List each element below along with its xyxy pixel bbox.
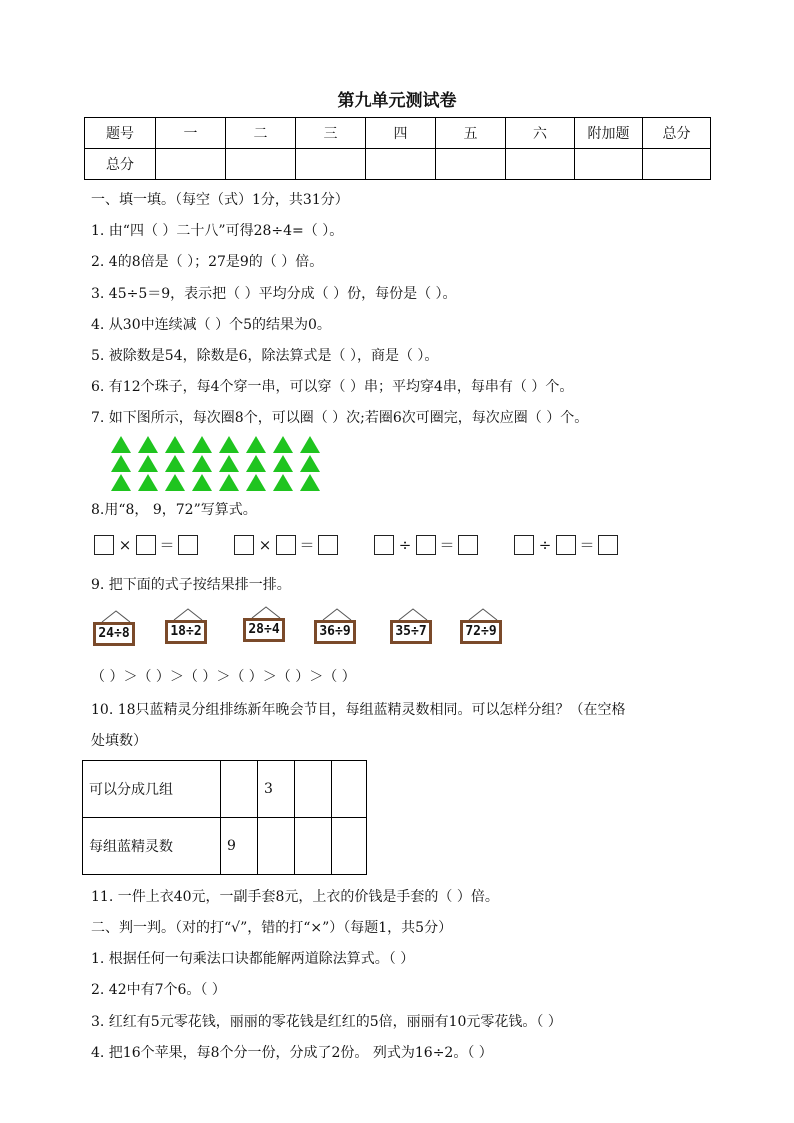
- green-triangle-icon: [138, 455, 158, 472]
- page-title: 第九单元测试卷: [337, 91, 457, 111]
- smurf-cell[interactable]: [295, 818, 332, 875]
- score-header-cell: 总分: [643, 118, 711, 149]
- green-triangle-icon: [273, 474, 293, 491]
- equation-group: [94, 534, 198, 555]
- smurf-cell[interactable]: [332, 761, 367, 818]
- score-table-header-row: [85, 118, 711, 149]
- question-1-1: 1. 由“四（ ）二十八”可得28÷4=（ ）。: [91, 223, 344, 239]
- question-1-3: 3. 45÷5＝9，表示把（ ）平均分成（ ）份，每份是（ ）。: [91, 286, 457, 302]
- expression-frame: [91, 610, 141, 650]
- green-triangle-icon: [219, 455, 239, 472]
- expression-text: 35÷7: [390, 620, 432, 644]
- smurf-cell[interactable]: [332, 818, 367, 875]
- smurf-table-row: [83, 761, 367, 818]
- score-header-cell: 二: [226, 118, 296, 149]
- green-triangle-icon: [192, 436, 212, 453]
- green-triangle-icon: [165, 436, 185, 453]
- question-2-4: 4. 把16个苹果，每8个分一份，分成了2份。 列式为16÷2。（ ）: [91, 1045, 493, 1061]
- score-cell[interactable]: [436, 149, 506, 180]
- equals-sign: ＝: [439, 536, 455, 554]
- equation-boxes: [94, 534, 654, 555]
- answer-box[interactable]: [556, 535, 576, 555]
- green-triangle-icon: [246, 474, 266, 491]
- score-row-label: 总分: [85, 149, 156, 180]
- answer-box[interactable]: [514, 535, 534, 555]
- green-triangle-icon: [111, 436, 131, 453]
- expression-frame: [312, 608, 362, 648]
- hanger-icon: [101, 610, 131, 622]
- hanger-icon: [468, 608, 498, 620]
- green-triangle-icon: [300, 436, 320, 453]
- answer-box[interactable]: [598, 535, 618, 555]
- score-cell[interactable]: [366, 149, 436, 180]
- question-1-11: 11. 一件上衣40元，一副手套8元，上衣的价钱是手套的（ ）倍。: [91, 889, 499, 905]
- score-header-cell: 一: [156, 118, 226, 149]
- score-cell[interactable]: [575, 149, 643, 180]
- green-triangle-icon: [300, 455, 320, 472]
- equals-sign: ＝: [159, 536, 175, 554]
- smurf-group-table: [82, 760, 367, 875]
- question-1-9: 9. 把下面的式子按结果排一排。: [91, 577, 291, 593]
- answer-box[interactable]: [136, 535, 156, 555]
- equation-group: [374, 534, 478, 555]
- score-header-cell: 附加题: [575, 118, 643, 149]
- triangle-row: [111, 474, 327, 493]
- green-triangle-icon: [111, 455, 131, 472]
- expression-text: 36÷9: [314, 620, 356, 644]
- score-header-cell: 题号: [85, 118, 156, 149]
- green-triangle-icon: [138, 436, 158, 453]
- triangle-row: [111, 436, 327, 455]
- score-cell[interactable]: [506, 149, 575, 180]
- score-header-cell: 三: [296, 118, 366, 149]
- answer-box[interactable]: [318, 535, 338, 555]
- question-1-8: 8.用“8， 9，72”写算式。: [91, 502, 257, 518]
- question-1-9-answer: （ ）＞（ ）＞（ ）＞（ ）＞（ ）＞（ ）: [91, 669, 356, 685]
- score-table: [84, 117, 711, 180]
- green-triangle-icon: [273, 455, 293, 472]
- score-cell[interactable]: [643, 149, 711, 180]
- score-header-cell: 四: [366, 118, 436, 149]
- section2-heading: 二、判一判。（对的打“√”，错的打“×”）（每题1，共5分）: [91, 920, 453, 936]
- smurf-cell[interactable]: 9: [221, 818, 258, 875]
- score-header-cell: 五: [436, 118, 506, 149]
- smurf-cell[interactable]: 3: [258, 761, 295, 818]
- smurf-row-label: 可以分成几组: [83, 761, 221, 818]
- question-1-7: 7. 如下图所示，每次圈8个，可以圈（ ）次;若圈6次可圈完，每次应圈（ ）个。: [91, 410, 589, 426]
- score-cell[interactable]: [226, 149, 296, 180]
- hanger-icon: [251, 606, 281, 618]
- expression-frame: [163, 608, 213, 648]
- hanger-icon: [173, 608, 203, 620]
- section1-heading: 一、填一填。（每空（式）1分，共31分）: [91, 192, 349, 208]
- question-1-4: 4. 从30中连续减（ ）个5的结果为0。: [91, 317, 331, 333]
- score-header-cell: 六: [506, 118, 575, 149]
- answer-box[interactable]: [458, 535, 478, 555]
- expression-frame: [241, 606, 291, 646]
- green-triangle-icon: [300, 474, 320, 491]
- question-1-5: 5. 被除数是54，除数是6，除法算式是（ ），商是（ ）。: [91, 348, 439, 364]
- triangle-grid: [111, 436, 327, 493]
- green-triangle-icon: [246, 455, 266, 472]
- operator: ×: [258, 535, 272, 554]
- question-1-2: 2. 4的8倍是（ ）；27是9的（ ）倍。: [91, 254, 324, 270]
- score-table-row: [85, 149, 711, 180]
- question-2-1: 1. 根据任何一句乘法口诀都能解两道除法算式。（ ）: [91, 951, 415, 967]
- answer-box[interactable]: [94, 535, 114, 555]
- hanger-icon: [322, 608, 352, 620]
- green-triangle-icon: [111, 474, 131, 491]
- green-triangle-icon: [165, 474, 185, 491]
- question-2-3: 3. 红红有5元零花钱，丽丽的零花钱是红红的5倍，丽丽有10元零花钱。（ ）: [91, 1014, 562, 1030]
- question-2-2: 2. 42中有7个6。（ ）: [91, 982, 226, 998]
- expression-text: 18÷2: [165, 620, 207, 644]
- green-triangle-icon: [219, 474, 239, 491]
- triangle-row: [111, 455, 327, 474]
- expression-text: 28÷4: [243, 618, 285, 642]
- green-triangle-icon: [192, 474, 212, 491]
- green-triangle-icon: [165, 455, 185, 472]
- question-1-10-line1: 10. 18只蓝精灵分组排练新年晚会节目，每组蓝精灵数相同。可以怎样分组？（在空格: [91, 702, 626, 718]
- answer-box[interactable]: [416, 535, 436, 555]
- expression-frame: [458, 608, 508, 648]
- green-triangle-icon: [246, 436, 266, 453]
- answer-box[interactable]: [276, 535, 296, 555]
- smurf-row-label: 每组蓝精灵数: [83, 818, 221, 875]
- answer-box[interactable]: [178, 535, 198, 555]
- operator: ÷: [538, 535, 552, 554]
- score-cell[interactable]: [296, 149, 366, 180]
- answer-box[interactable]: [374, 535, 394, 555]
- operator: ÷: [398, 535, 412, 554]
- question-1-6: 6. 有12个珠子，每4个穿一串，可以穿（ ）串；平均穿4串，每串有（ ）个。: [91, 379, 574, 395]
- expression-text: 24÷8: [93, 622, 135, 646]
- smurf-cell[interactable]: [221, 761, 258, 818]
- equals-sign: ＝: [299, 536, 315, 554]
- hanger-icon: [398, 608, 428, 620]
- green-triangle-icon: [192, 455, 212, 472]
- score-cell[interactable]: [156, 149, 226, 180]
- answer-box[interactable]: [234, 535, 254, 555]
- green-triangle-icon: [273, 436, 293, 453]
- equals-sign: ＝: [579, 536, 595, 554]
- equation-group: [234, 534, 338, 555]
- expression-text: 72÷9: [460, 620, 502, 644]
- green-triangle-icon: [138, 474, 158, 491]
- smurf-cell[interactable]: [258, 818, 295, 875]
- smurf-cell[interactable]: [295, 761, 332, 818]
- question-1-10-line2: 处填数）: [91, 733, 147, 749]
- operator: ×: [118, 535, 132, 554]
- equation-group: [514, 534, 618, 555]
- expression-frame: [388, 608, 438, 648]
- green-triangle-icon: [219, 436, 239, 453]
- smurf-table-row: [83, 818, 367, 875]
